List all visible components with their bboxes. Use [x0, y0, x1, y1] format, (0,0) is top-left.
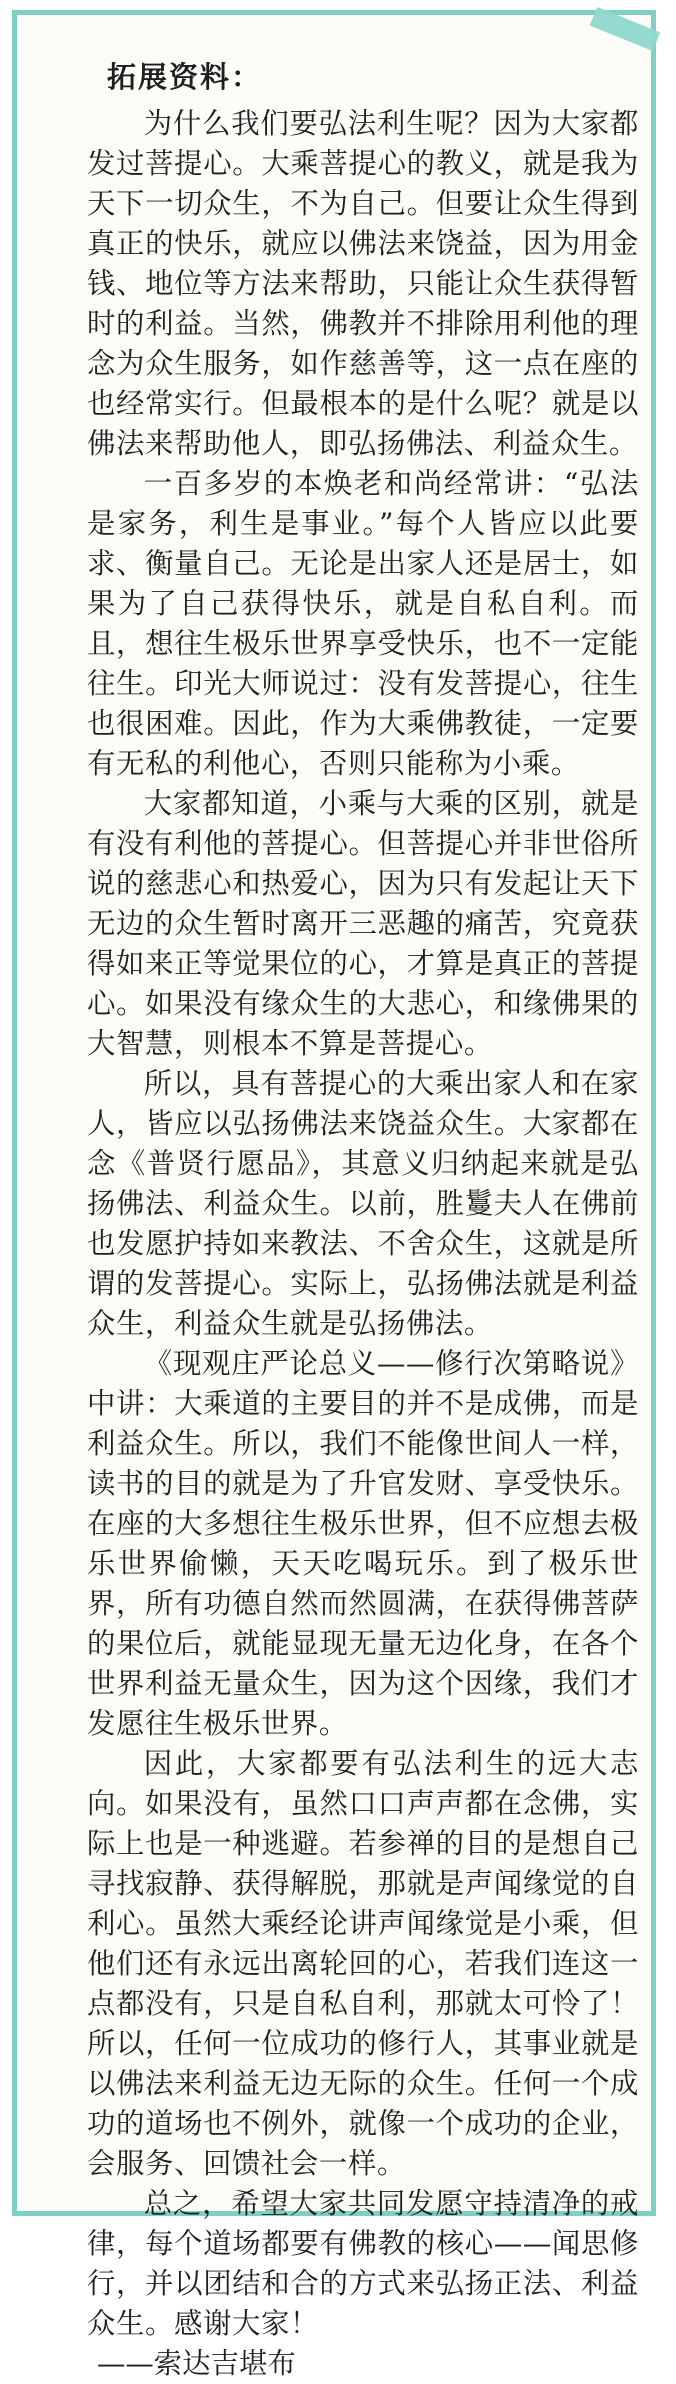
paragraph-1: 为什么我们要弘法利生呢？因为大家都发过菩提心。大乘菩提心的教义，就是我为天下一切众生，不为自己。但要让众生得到真正的快乐，就应以佛法来饶益，因为用金钱、地位等方法来帮助，只能让众生获得暂时的利益。当然，佛教并不排除用利他的理念为众生服务，如作慈善等，这一点在座的也经常实行。但最根本的是什么呢？就是以佛法来帮助他人，即弘扬佛法、利益众生。 — [87, 107, 639, 460]
document-body — [87, 50, 639, 2384]
signature: ——索达吉堪布 — [97, 2347, 296, 2380]
paragraph-7: 总之，希望大家共同发愿守持清净的戒律，每个道场都要有佛教的核心——闻思修行，并以团结和合的方式来弘扬正法、利益众生。感谢大家！ — [87, 2187, 639, 2340]
paragraph-5: 《现观庄严论总义——修行次第略说》中讲：大乘道的主要目的并不是成佛，而是利益众生。所以，我们不能像世间人一样，读书的目的就是为了升官发财、享受快乐。在座的大多想往生极乐世界，但不应想去极乐世界偷懒，天天吃喝玩乐。到了极乐世界，所有功德自然而然圆满，在获得佛菩萨的果位后，就能显现无量无边化身，在各个世界利益无量众生，因为这个因缘，我们才发愿往生极乐世界。 — [87, 1347, 639, 1740]
section-title: 拓展资料： — [107, 60, 263, 94]
paragraph-3: 大家都知道，小乘与大乘的区别，就是有没有利他的菩提心。但菩提心并非世俗所说的慈悲心和热爱心，因为只有发起让天下无边的众生暂时离开三恶趣的痛苦，究竟获得如来正等觉果位的心，才算是真正的菩提心。如果没有缘众生的大悲心，和缘佛果的大智慧，则根本不算是菩提心。 — [87, 787, 639, 1060]
decorative-tape — [590, 7, 661, 51]
paragraph-6: 因此，大家都要有弘法利生的远大志向。如果没有，虽然口口声声都在念佛，实际上也是一种逃避。若参禅的目的是想自己寻找寂静、获得解脱，那就是声闻缘觉的自利心。虽然大乘经论讲声闻缘觉是小乘，但他们还有永远出离轮回的心，若我们连这一点都没有，只是自私自利，那就太可怜了！所以，任何一位成功的修行人，其事业就是以佛法来利益无边无际的众生。任何一个成功的道场也不例外，就像一个成功的企业，会服务、回馈社会一样。 — [87, 1747, 639, 2180]
paragraph-2: 一百多岁的本焕老和尚经常讲：“弘法是家务，利生是事业。”每个人皆应以此要求、衡量自己。无论是出家人还是居士，如果为了自己获得快乐，就是自私自利。而且，想往生极乐世界享受快乐，也不一定能往生。印光大师说过：没有发菩提心，往生也很困难。因此，作为大乘佛教徒，一定要有无私的利他心，否则只能称为小乘。 — [87, 467, 639, 780]
paragraph-4: 所以，具有菩提心的大乘出家人和在家人，皆应以弘扬佛法来饶益众生。大家都在念《普贤行愿品》，其意义归纳起来就是弘扬佛法、利益众生。以前，胜鬘夫人在佛前也发愿护持如来教法、不舍众生，这就是所谓的发菩提心。实际上，弘扬佛法就是利益众生，利益众生就是弘扬佛法。 — [87, 1067, 639, 1340]
document-frame — [12, 10, 656, 2380]
